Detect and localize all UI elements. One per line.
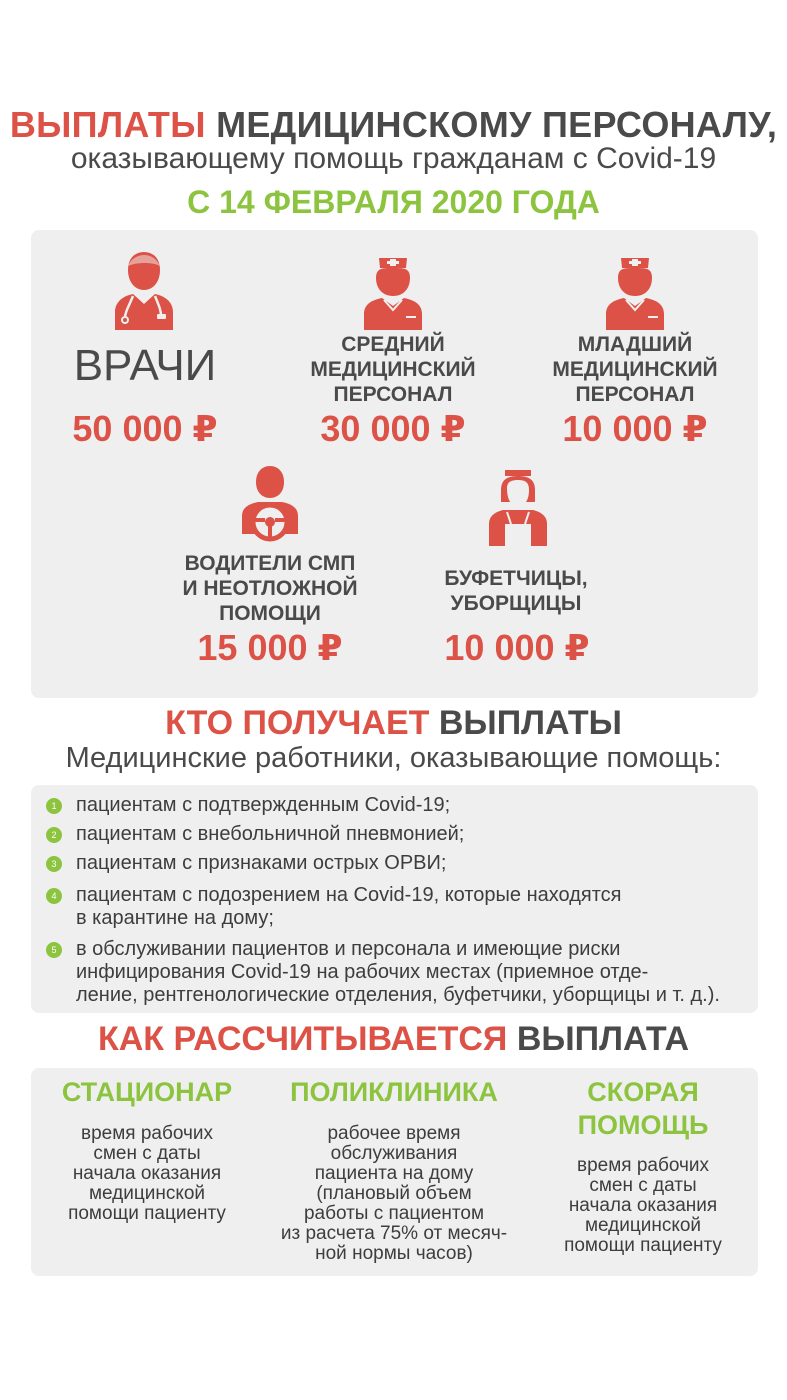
category-doctors: ВРАЧИ: [73, 341, 217, 390]
calc-title-dark: ВЫПЛАТА: [516, 1020, 690, 1058]
calc-text-line: из расчета 75% от месяч-: [280, 1223, 508, 1244]
category-junior-staff: [542, 332, 728, 407]
amount-mid-staff: 30 000 ₽: [320, 408, 466, 449]
category-line: УБОРЩИЦЫ: [450, 592, 582, 615]
nurse-icon: [362, 248, 424, 330]
list-number-badge: 2: [46, 827, 62, 843]
calc-column-text: [538, 1156, 748, 1256]
calc-text-line: работы с пациентом: [303, 1203, 485, 1224]
calc-text-line: помощи пациенту: [564, 1235, 722, 1256]
list-item-text: пациентам с внебольничной пневмонией;: [76, 823, 465, 845]
list-item: [46, 823, 756, 846]
list-item-text: инфицирования Covid-19 на рабочих местах (приемное отде-: [76, 961, 649, 983]
calc-text-line: медицинской: [88, 1183, 206, 1204]
junior-nurse-icon: [604, 248, 666, 330]
amount-cleaners: 10 000 ₽: [444, 627, 590, 668]
category-line: ВОДИТЕЛИ СМП: [184, 552, 356, 575]
driver-icon: [238, 464, 302, 542]
list-item: [46, 852, 756, 875]
amount-doctors: 50 000 ₽: [72, 408, 218, 449]
who-title: [0, 704, 787, 743]
list-item: [46, 884, 756, 930]
calc-text-line: время рабочих: [576, 1155, 710, 1176]
list-item-text: ление, рентгенологические отделения, буфетчики, уборщицы и т. д.).: [76, 984, 720, 1006]
category-cleaners: [426, 566, 606, 616]
calc-column-heading: [538, 1076, 748, 1142]
date-title: С 14 ФЕВРАЛЯ 2020 ГОДА: [187, 184, 600, 220]
list-item-text: в карантине на дому;: [76, 907, 274, 929]
category-line: СРЕДНИЙ: [341, 333, 445, 356]
calc-column-text: [268, 1124, 520, 1264]
category-line: ПЕРСОНАЛ: [333, 383, 453, 406]
list-number-badge: 5: [46, 942, 62, 958]
main-title: [0, 104, 787, 146]
list-item: [46, 794, 756, 817]
calc-text-line: помощи пациенту: [68, 1203, 226, 1224]
amount-drivers: 15 000 ₽: [197, 627, 343, 668]
calc-text-line: (плановый объем: [316, 1183, 472, 1204]
main-subtitle: оказывающему помощь гражданам с Covid-19: [70, 142, 717, 175]
category-line: МЕДИЦИНСКИЙ: [552, 358, 718, 381]
calc-text-line: время рабочих: [80, 1123, 214, 1144]
doctor-icon: [113, 250, 175, 330]
calc-text-line: смен с даты: [93, 1143, 201, 1164]
list-item-text: пациентам с подтвержденным Covid-19;: [76, 794, 451, 816]
main-title-red: ВЫПЛАТЫ: [9, 104, 206, 145]
calc-column-text: [42, 1124, 252, 1224]
main-title-dark: МЕДИЦИНСКОМУ ПЕРСОНАЛУ,: [216, 104, 778, 145]
who-title-dark: ВЫПЛАТЫ: [438, 704, 622, 742]
calc-column-heading: СТАЦИОНАР: [61, 1077, 233, 1107]
cleaner-icon: [487, 462, 549, 546]
calc-text-line: рабочее время: [327, 1123, 461, 1144]
list-item: [46, 938, 756, 1007]
list-item-text: пациентам с подозрением на Covid-19, которые находятся: [76, 884, 622, 906]
category-line: БУФЕТЧИЦЫ,: [444, 567, 588, 590]
who-subtitle: Медицинские работники, оказывающие помощь:: [65, 742, 722, 774]
amount-junior-staff: 10 000 ₽: [562, 408, 708, 449]
category-line: И НЕОТЛОЖНОЙ: [182, 577, 358, 600]
calc-title: [0, 1020, 787, 1059]
calc-text-line: начала оказания: [568, 1195, 718, 1216]
who-title-red: КТО ПОЛУЧАЕТ: [165, 704, 430, 742]
category-mid-staff: [300, 332, 486, 407]
calc-text-line: медицинской: [584, 1215, 702, 1236]
calc-text-line: обслуживания: [330, 1143, 458, 1164]
calc-heading-line: ПОМОЩЬ: [577, 1110, 709, 1140]
list-item-text: в обслуживании пациентов и персонала и имеющие риски: [76, 938, 621, 960]
calc-text-line: пациента на дому: [314, 1163, 474, 1184]
category-line: ПЕРСОНАЛ: [575, 383, 695, 406]
category-line: МЕДИЦИНСКИЙ: [310, 358, 476, 381]
calc-text-line: смен с даты: [589, 1175, 697, 1196]
list-item-text: пациентам с признаками острых ОРВИ;: [76, 852, 447, 874]
calc-title-red: КАК РАССЧИТЫВАЕТСЯ: [97, 1020, 508, 1058]
category-line: МЛАДШИЙ: [577, 333, 693, 356]
calc-heading-line: СКОРАЯ: [587, 1077, 699, 1107]
list-number-badge: 1: [46, 798, 62, 814]
category-line: ПОМОЩИ: [219, 602, 321, 625]
calc-column-heading: ПОЛИКЛИНИКА: [290, 1077, 498, 1107]
calc-text-line: ной нормы часов): [315, 1243, 473, 1264]
calc-text-line: начала оказания: [72, 1163, 222, 1184]
list-number-badge: 4: [46, 888, 62, 904]
list-number-badge: 3: [46, 856, 62, 872]
category-drivers: [170, 551, 370, 626]
